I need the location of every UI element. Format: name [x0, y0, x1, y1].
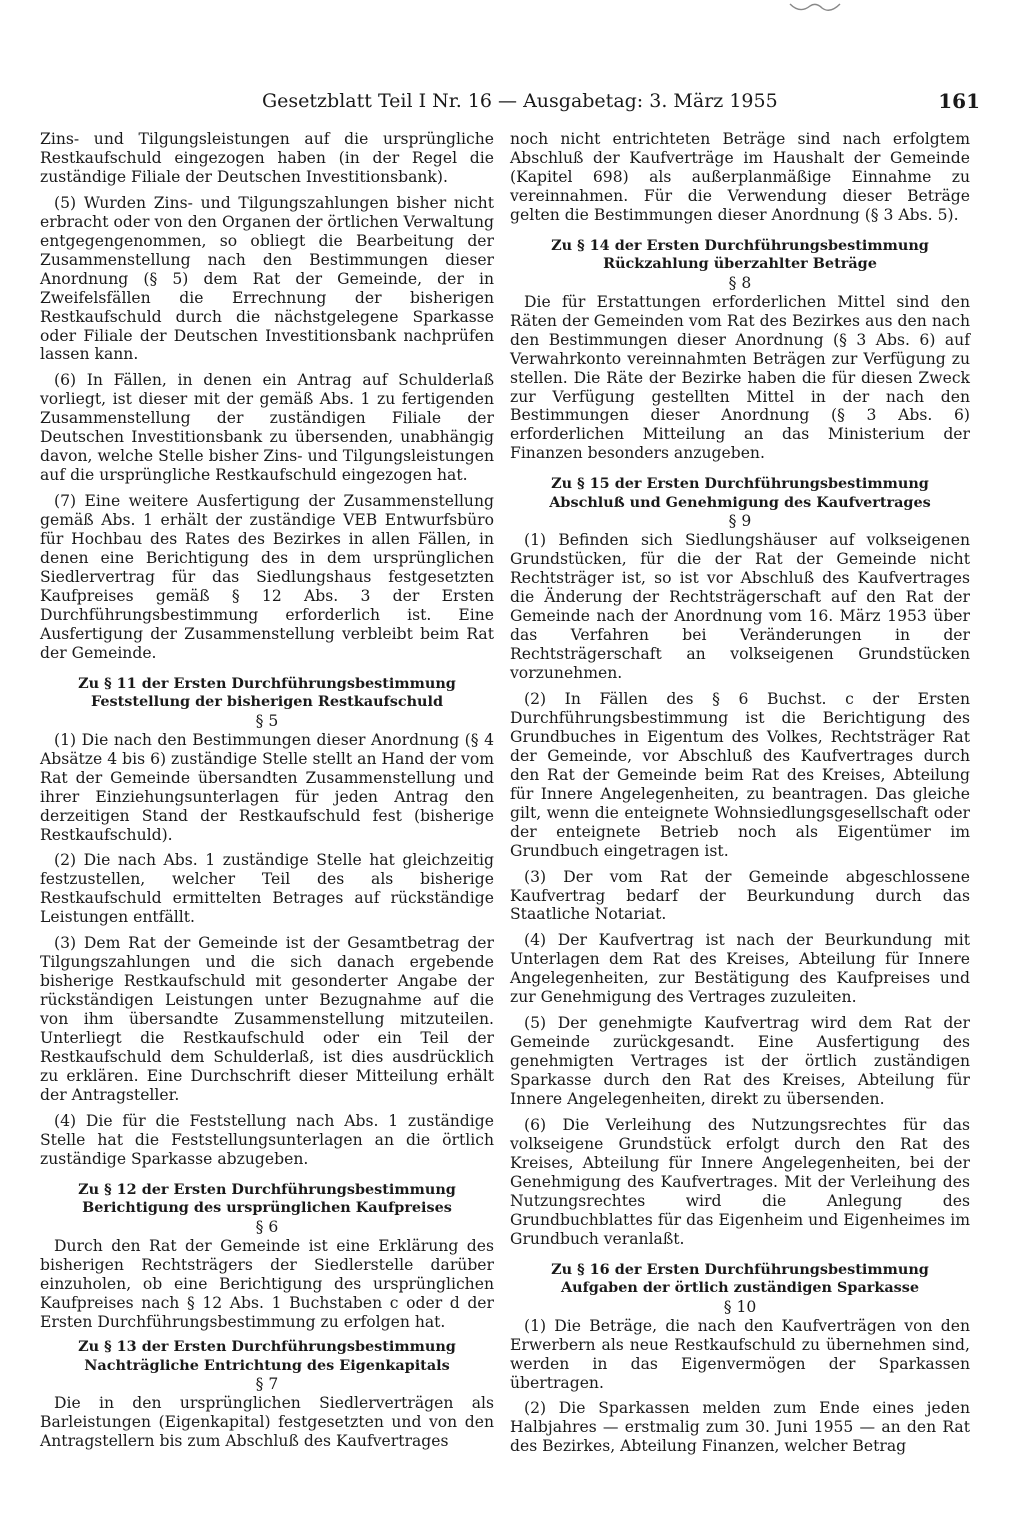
- paragraph: (1) Die nach den Bestimmungen dieser Anordnung (§ 4 Absätze 4 bis 6) zuständige Stelle stellt an Hand der vom Rat der Gemeinde übersandten Zusammenstellung und ihrer Einziehungsunterlagen für jeden Antrag den derzeitigen Stand der Restkaufschuld fest (bisherige Restkaufschuld).: [40, 730, 494, 844]
- paragraph: (6) Die Verleihung des Nutzungsrechtes für das volkseigene Grundstück erfolgt durch den Rat des Kreises, Abteilung für Innere Angelegenheiten, bei der Genehmigung des Kaufvertrages. Mit der Verleihung des Nutzungsrechtes wird die Anlegung des Grundbuchblattes für das Eigenheim und Eigenheimes im Grundbuch veranlaßt.: [510, 1115, 970, 1248]
- section-heading: Zu § 12 der Ersten Durchführungsbestimmung: [78, 1180, 456, 1198]
- paragraph: Zins- und Tilgungsleistungen auf die ursprüngliche Restkaufschuld eingezogen haben (in der Regel die zuständige Filiale der Deutschen Investitionsbank).: [40, 130, 494, 186]
- section-heading: Zu § 15 der Ersten Durchführungsbestimmung: [551, 475, 929, 493]
- section-subheading: Nachträgliche Entrichtung des Eigenkapitals: [84, 1356, 450, 1374]
- section-heading: Zu § 13 der Ersten Durchführungsbestimmung: [78, 1338, 456, 1356]
- section-subheading: Rückzahlung überzahlter Beträge: [603, 255, 877, 273]
- header-title: Gesetzblatt Teil I Nr. 16 — Ausgabetag: 3. März 1955: [262, 90, 778, 112]
- paragraph: (7) Eine weitere Ausfertigung der Zusammenstellung gemäß Abs. 1 erhält der zuständige VEB Entwurfsbüro für Hochbau des Rates des Bezirkes in allen Fällen, in denen eine Berichtigung des in dem ursprünglichen Siedlervertrag für das Siedlungshaus festgesetzten Kaufpreises gemäß § 12 Abs. 3 der Ersten Durchführungsbestimmung erforderlich ist. Eine Ausfertigung der Zusammenstellung verbleibt beim Rat der Gemeinde.: [40, 492, 494, 662]
- scan-artifact: [786, 0, 846, 18]
- paragraph: (4) Der Kaufvertrag ist nach der Beurkundung mit Unterlagen dem Rat des Kreises, Abteilung für Innere Angelegenheiten, zur Bestätigung des Kaufpreises und zur Genehmigung des Vertrages zuzuleiten.: [510, 931, 970, 1007]
- section-heading: Zu § 16 der Ersten Durchführungsbestimmung: [551, 1260, 929, 1278]
- section-heading: Zu § 14 der Ersten Durchführungsbestimmung: [551, 236, 929, 254]
- paragraph: Die für Erstattungen erforderlichen Mittel sind den Räten der Gemeinden vom Rat des Bezirkes aus den nach den Bestimmungen dieser Anordnung (§ 3 Abs. 6) auf Verwahrkonto vereinnahmten Beträgen zur Verfügung zu stellen. Die Räte der Bezirke haben die für diesen Zweck zur Verfügung gestellten Mittel in der nach den Bestimmungen dieser Anordnung (§ 3 Abs. 6) erforderlichen Mitteilung an das Ministerium der Finanzen besonders anzugeben.: [510, 292, 970, 463]
- paragraph-number: § 8: [728, 273, 752, 292]
- paragraph-number: § 5: [255, 711, 279, 730]
- left-column: [40, 130, 494, 1458]
- paragraph: Durch den Rat der Gemeinde ist eine Erklärung des bisherigen Rechtsträgers der Siedlerstelle darüber einzuholen, ob eine Berichtigung des ursprünglichen Kaufpreises nach § 12 Abs. 1 Buchstaben c oder d der Ersten Durchführungsbestimmung zu erfolgen hat.: [40, 1236, 494, 1331]
- paragraph-number: § 6: [255, 1217, 279, 1236]
- paragraph: (2) Die Sparkassen melden zum Ende eines jeden Halbjahres — erstmalig zum 30. Juni 1955 — an den Rat des Bezirkes, Abteilung Finanzen, welcher Betrag: [510, 1399, 970, 1456]
- page-header: [262, 86, 980, 116]
- right-column: [510, 130, 970, 1463]
- paragraph-number: § 9: [728, 512, 752, 531]
- paragraph-number: § 7: [255, 1375, 279, 1394]
- section-subheading: Feststellung der bisherigen Restkaufschuld: [90, 693, 444, 711]
- section-heading: Zu § 11 der Ersten Durchführungsbestimmung: [78, 674, 456, 692]
- section-subheading: Abschluß und Genehmigung des Kaufvertrages: [549, 493, 931, 511]
- paragraph: (3) Der vom Rat der Gemeinde abgeschlossene Kaufvertrag bedarf der Beurkundung durch das Staatliche Notariat.: [510, 867, 970, 924]
- paragraph-number: § 10: [723, 1297, 757, 1316]
- section-subheading: Aufgaben der örtlich zuständigen Sparkasse: [560, 1279, 920, 1297]
- paragraph: (1) Die Beträge, die nach den Kaufverträgen von den Erwerbern als neue Restkaufschuld zu übernehmen sind, werden in das Eigenvermögen der Sparkassen übertragen.: [510, 1316, 970, 1392]
- paragraph: noch nicht entrichteten Beträge sind nach erfolgtem Abschluß der Kaufverträge im Haushalt der Gemeinde (Kapitel 698) als außerplanmäßige Einnahme zu vereinnahmen. Für die Verwendung dieser Beträge gelten die Bestimmungen dieser Anordnung (§ 3 Abs. 5).: [510, 130, 970, 224]
- paragraph: (5) Der genehmigte Kaufvertrag wird dem Rat der Gemeinde zurückgesandt. Eine Ausfertigung des genehmigten Vertrages ist der örtlich zuständigen Sparkasse durch den Rat des Kreises, Abteilung für Innere Angelegenheiten, direkt zu übersenden.: [510, 1014, 970, 1109]
- paragraph: (6) In Fällen, in denen ein Antrag auf Schulderlaß vorliegt, ist dieser mit der gemäß Abs. 1 zu fertigenden Zusammenstellung der zuständigen Filiale der Deutschen Investitionsbank zu übersenden, unabhängig davon, welche Stelle bisher Zins- und Tilgungsleistungen auf die ursprüngliche Restkaufschuld eingezogen hat.: [40, 371, 494, 485]
- paragraph: (3) Dem Rat der Gemeinde ist der Gesamtbetrag der Tilgungszahlungen und die sich danach ergebende bisherige Restkaufschuld mit gesonderter Angabe der rückständigen Leistungen unter Bezugnahme auf die von ihm übersandte Zusammenstellung mitzuteilen. Unterliegt die Restkaufschuld oder ein Teil der Restkaufschuld dem Schulderlaß, ist dies ausdrücklich zu erklären. Eine Durchschrift dieser Mitteilung erhält der Antragsteller.: [40, 934, 494, 1104]
- paragraph: (4) Die für die Feststellung nach Abs. 1 zuständige Stelle hat die Feststellungsunterlagen an die örtlich zuständige Sparkasse abzugeben.: [40, 1111, 494, 1168]
- paragraph: (2) In Fällen des § 6 Buchst. c der Ersten Durchführungsbestimmung ist die Berichtigung des Grundbuches in Eigentum des Volkes, Rechtsträger Rat der Gemeinde, vor Abschluß des Kaufvertrages durch den Rat der Gemeinde beim Rat des Kreises, Abteilung für Innere Angelegenheiten, zu beantragen. Das gleiche gilt, wenn die enteignete Wohnsiedlungsgesellschaft oder der enteignete Betrieb noch als Eigentümer im Grundbuch eingetragen ist.: [510, 689, 970, 860]
- paragraph: (5) Wurden Zins- und Tilgungszahlungen bisher nicht erbracht oder von den Organen der örtlichen Verwaltung entgegengenommen, so obliegt die Bearbeitung der Zusammenstellung nach den Bestimmungen dieser Anordnung (§ 5) dem Rat der Gemeinde, der in Zweifelsfällen die Errechnung der bisherigen Restkaufschuld durch die nächstgelegene Sparkasse oder Filiale der Deutschen Investitionsbank nachprüfen lassen kann.: [40, 193, 494, 364]
- section-subheading: Berichtigung des ursprünglichen Kaufpreises: [82, 1199, 452, 1217]
- paragraph: (1) Befinden sich Siedlungshäuser auf volkseigenen Grundstücken, für die der Rat der Gemeinde nicht Rechtsträger ist, so ist vor Abschluß des Kaufvertrages die Änderung der Rechtsträgerschaft auf den Rat der Gemeinde nach der Anordnung vom 16. März 1953 über das Verfahren bei Veränderungen in der Rechtsträgerschaft an volkseigenen Grundstücken vorzunehmen.: [510, 531, 970, 683]
- paragraph: Die in den ursprünglichen Siedlerverträgen als Barleistungen (Eigenkapital) festgesetzten und von den Antragstellern bis zum Abschluß des Kaufvertrages: [40, 1394, 494, 1451]
- page-number: 161: [938, 89, 980, 113]
- paragraph: (2) Die nach Abs. 1 zuständige Stelle hat gleichzeitig festzustellen, welcher Teil des als bisherige Restkaufschuld ermittelten Betrages auf rückständige Leistungen entfällt.: [40, 851, 494, 927]
